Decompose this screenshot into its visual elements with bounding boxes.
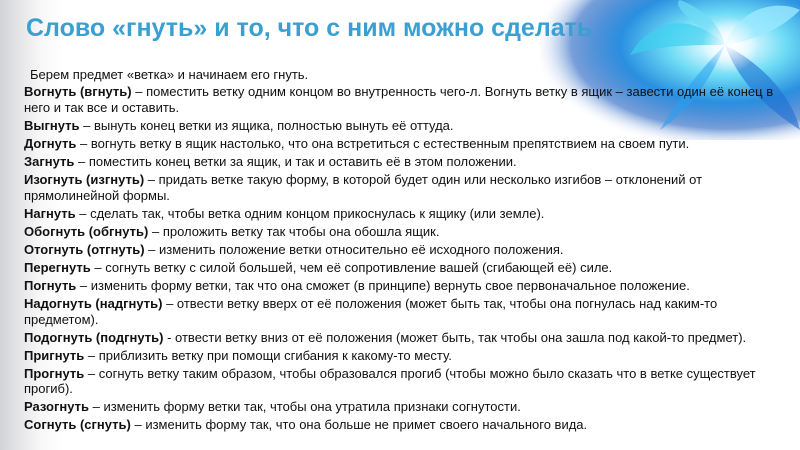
definition-entry: [24, 260, 782, 275]
term: Перегнуть: [24, 259, 91, 275]
definition-list: [24, 67, 782, 436]
definition: – изменить форму ветки, так что она сможет (в принципе) вернуть свое первоначальное положение.: [76, 278, 690, 294]
definition: – сделать так, чтобы ветка одним концом прикоснулась к ящику (или земле).: [75, 205, 545, 221]
term: Догнуть: [24, 136, 77, 151]
term: Загнуть: [24, 154, 75, 170]
definition: – изменить положение ветки относительно её исходного положения.: [144, 241, 564, 257]
definition: – отвести ветку вверх от её положения (может быть так, чтобы она погнулась над каким-то предметом).: [24, 296, 718, 327]
definition-entry: [24, 118, 782, 133]
definition-entry: [24, 366, 782, 397]
definition: – поместить ветку одним концом во внутренность чего-л. Вогнуть ветку в ящик – завести один её конец в него и так все и оставить.: [24, 84, 774, 115]
term: Пригнуть: [24, 347, 85, 363]
definition: – согнуть ветку с силой большей, чем её сопротивление вашей (сгибающей её) силе.: [90, 259, 613, 275]
definition: – вынуть конец ветки из ящика, полностью вынуть её оттуда.: [79, 117, 454, 133]
definition-entry: [24, 136, 782, 151]
definition-entry: [24, 224, 782, 239]
definition: – приблизить ветку при помощи сгибания к какому-то месту.: [84, 347, 452, 363]
term: Вогнуть (вгнуть): [24, 84, 132, 100]
definition: – поместить конец ветки за ящик, и так и оставить её в этом положении.: [74, 154, 517, 170]
definition-entry: [24, 417, 782, 432]
definition-entry: [24, 348, 782, 363]
definition: - отвести ветку вниз от её положения (может быть, так чтобы она зашла под какой-то предмет).: [163, 329, 747, 345]
definition: – согнуть ветку таким образом, чтобы образовался прогиб (чтобы можно было сказать что в ветке существует прогиб).: [24, 365, 756, 397]
definition-entry: [24, 172, 782, 203]
definition-entry: [24, 278, 782, 293]
term: Обогнуть (обгнуть): [24, 223, 149, 239]
term: Подогнуть (подгнуть): [24, 329, 164, 345]
definition: – изменить форму ветки так, чтобы она утратила признаки согнутости.: [88, 399, 521, 415]
term: Надогнуть (надгнуть): [24, 296, 163, 312]
definition-entry: [24, 330, 782, 345]
definition-entry: [24, 206, 782, 221]
definition: – придать ветке такую форму, в которой будет один или несколько изгибов – отклонений от прямолинейной формы.: [24, 172, 703, 203]
definition-entry: [24, 296, 782, 327]
definition-entry: [24, 242, 782, 257]
term: Согнуть (сгнуть): [24, 417, 131, 433]
intro-text: Берем предмет «ветка» и начинаем его гнуть.: [30, 67, 309, 82]
definition: – проложить ветку так чтобы она обошла ящик.: [148, 223, 440, 239]
definition-entry: [24, 84, 782, 115]
term: Отогнуть (отгнуть): [24, 241, 145, 257]
term: Разогнуть: [24, 399, 89, 415]
term: Выгнуть: [24, 117, 80, 133]
term: Нагнуть: [24, 205, 76, 221]
term: Изогнуть (изгнуть): [24, 172, 145, 188]
definition-entry: [24, 154, 782, 169]
term: Погнуть: [24, 278, 77, 294]
definition: – вогнуть ветку в ящик настолько, что она встретиться с естественным препятствием на своем пути.: [76, 136, 690, 151]
definition: – изменить форму так, что она больше не примет своего начального вида.: [130, 417, 588, 433]
definition-entry: [24, 399, 782, 414]
slide-title: Слово «гнуть» и то, что с ним можно сделать: [26, 14, 593, 42]
term: Прогнуть: [24, 365, 85, 381]
